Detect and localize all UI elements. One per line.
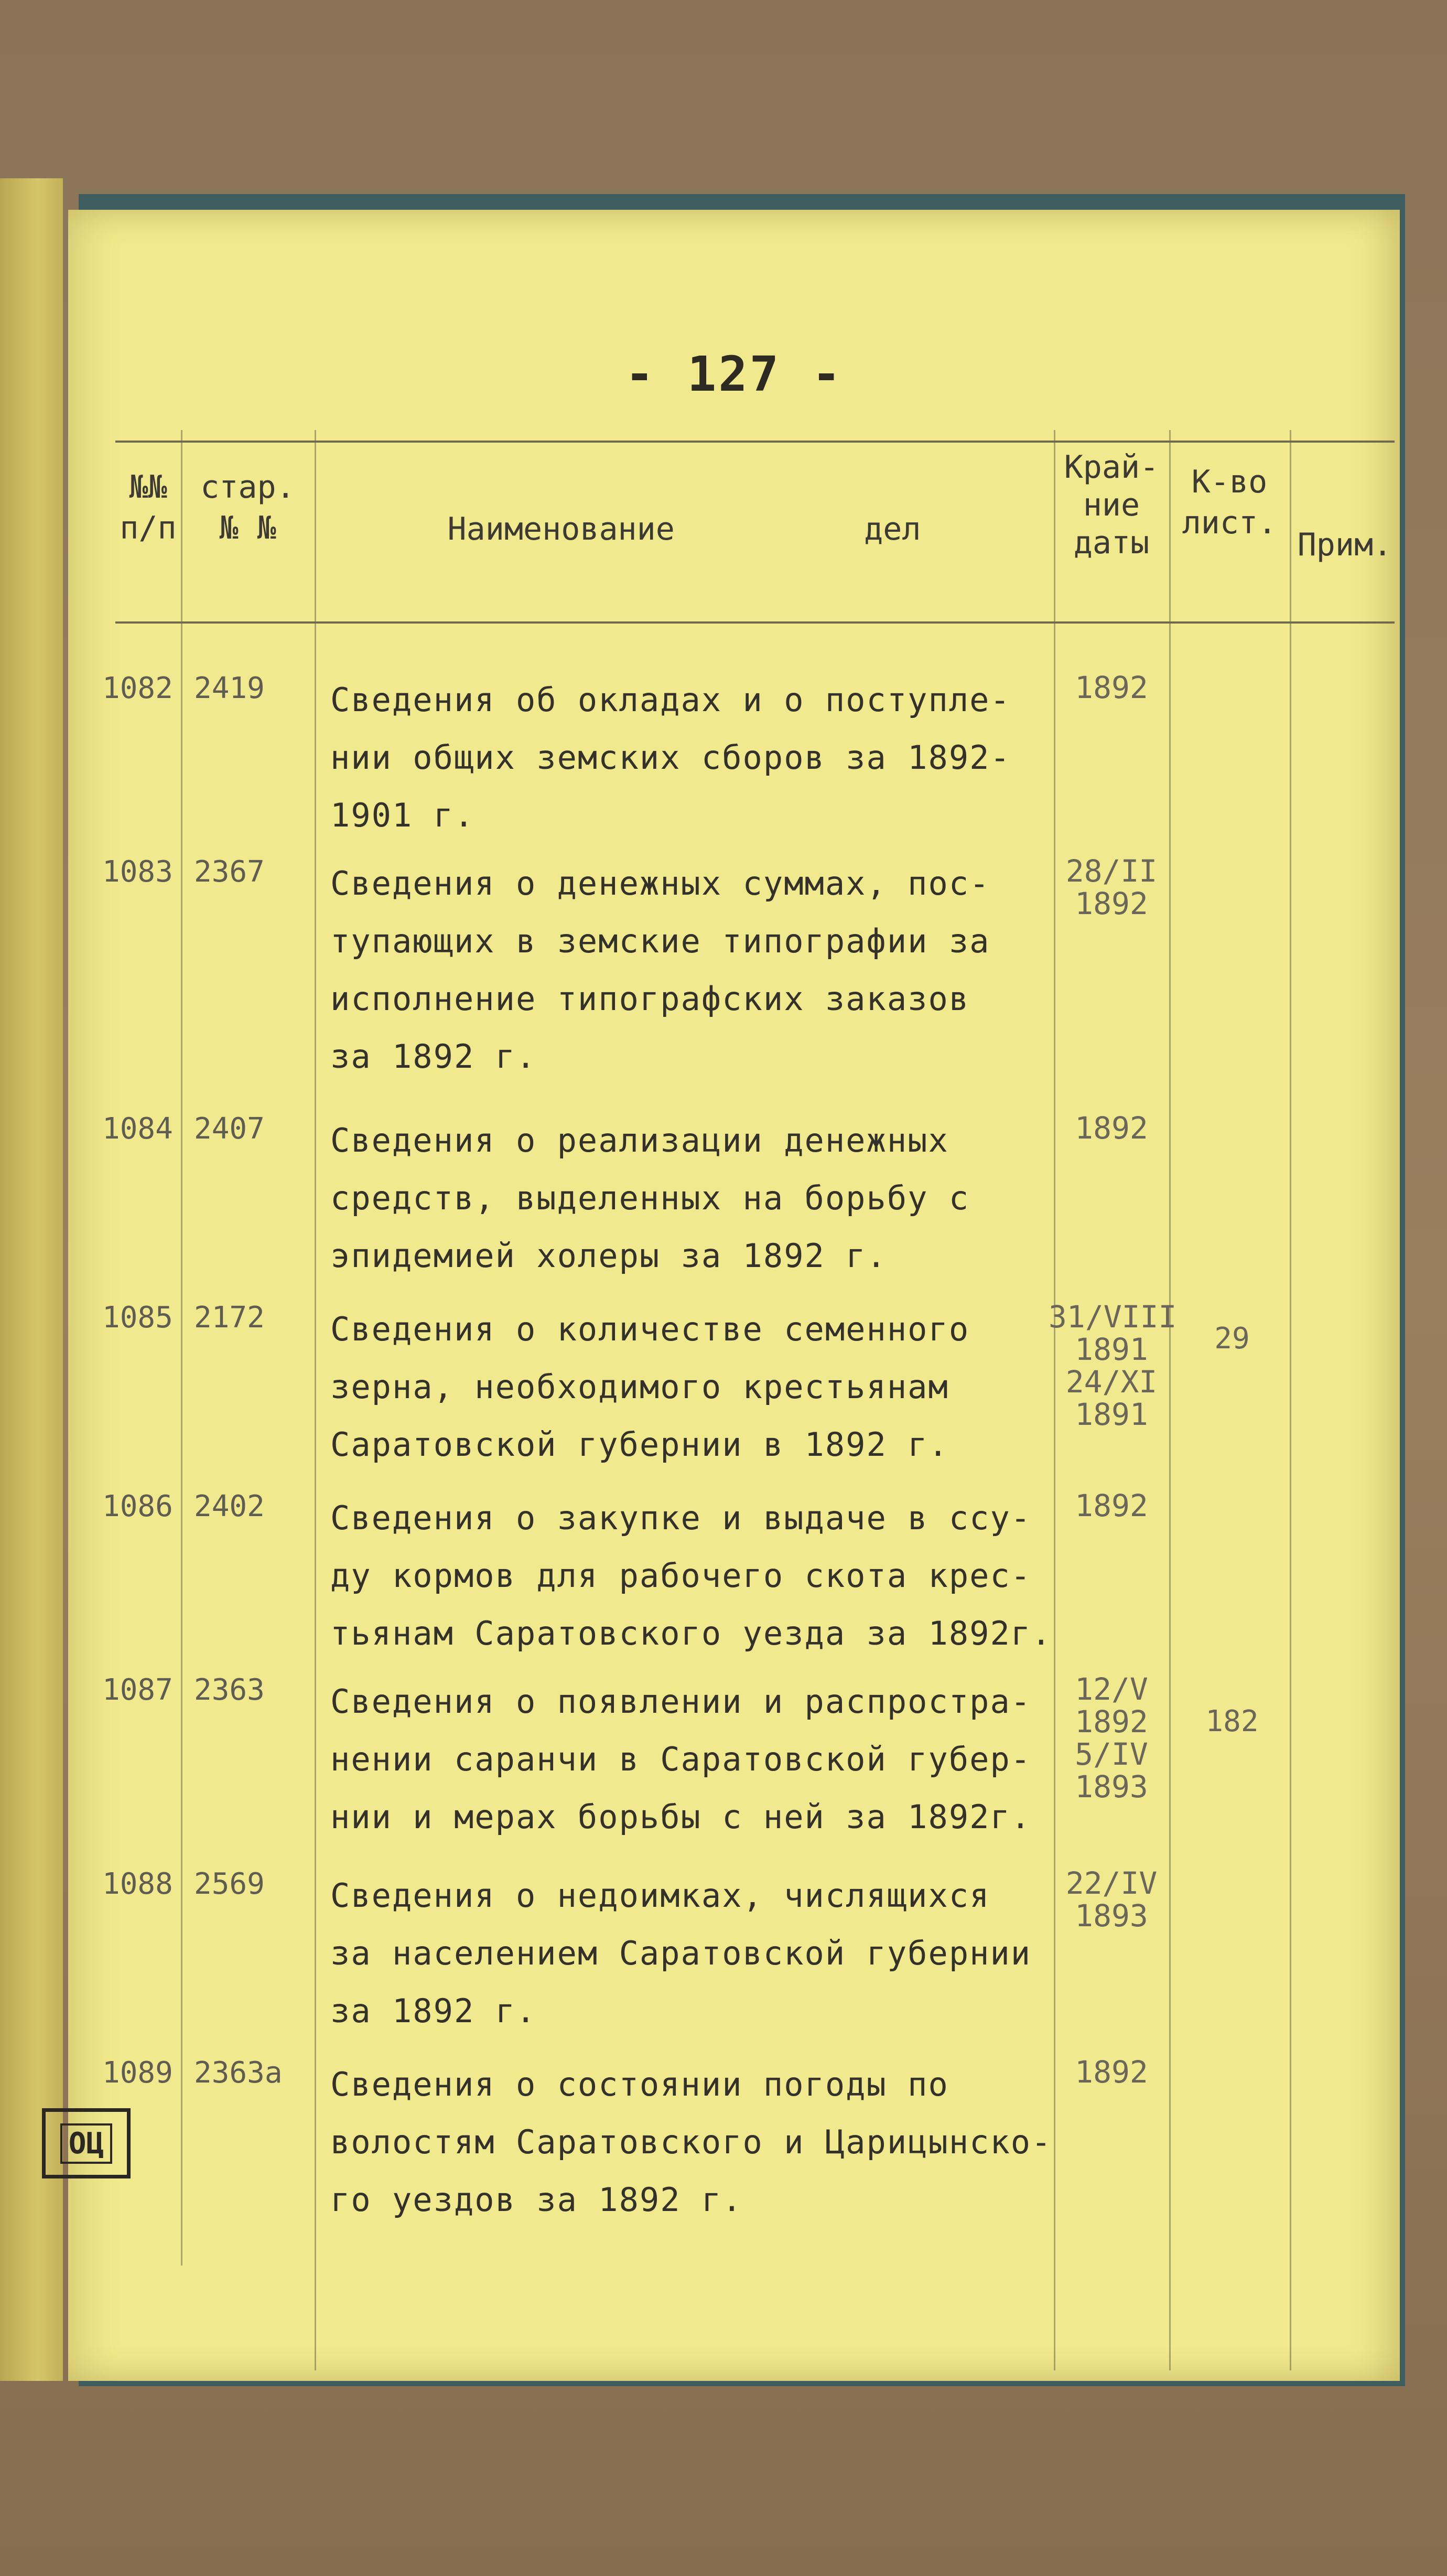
row-title: Сведения о появлении и распростра- нении саранчи в Саратовской губер- нии и мерах борьбы с ней за 1892г. xyxy=(330,1682,1032,1836)
row-dates: 22/IV 1893 xyxy=(1065,1865,1158,1934)
header-old-num: стар. № № xyxy=(200,469,295,546)
row-dates: 12/V 1892 5/IV 1893 xyxy=(1075,1671,1148,1805)
row-title: Сведения о денежных суммах, пос- тупающих в земские типографии за исполнение типографских заказов за 1892 г. xyxy=(330,864,990,1076)
header-num: №№ п/п xyxy=(120,469,177,546)
row-old-num: 2402 xyxy=(194,1489,265,1523)
row-title: Сведения о реализации денежных средств, выделенных на борьбу с эпидемией холеры за 1892 г. xyxy=(330,1121,970,1275)
row-dates: 1892 xyxy=(1075,1110,1148,1146)
row-sheets: 29 xyxy=(1214,1322,1250,1356)
previous-page-edge xyxy=(0,178,63,2381)
row-title: Сведения об окладах и о поступле- нии общих земских сборов за 1892- 1901 г. xyxy=(330,681,1011,834)
row-num: 1082 xyxy=(102,671,173,705)
row-num: 1089 xyxy=(102,2056,173,2090)
archive-stamp xyxy=(42,2108,131,2178)
row-num: 1085 xyxy=(102,1301,173,1335)
column-divider-2 xyxy=(315,430,316,2370)
row-dates: 1892 xyxy=(1075,2054,1148,2090)
row-old-num: 2363а xyxy=(194,2056,283,2090)
stamp-text: ОЦ xyxy=(60,2123,112,2164)
header-dates: Край- ние даты xyxy=(1064,449,1159,561)
row-num: 1083 xyxy=(102,855,173,889)
row-dates: 1892 xyxy=(1075,1488,1148,1523)
row-sheets: 182 xyxy=(1205,1704,1259,1738)
row-old-num: 2569 xyxy=(194,1867,265,1901)
row-dates: 31/VIII 1891 24/XI 1891 xyxy=(1049,1299,1177,1432)
row-dates: 28/II 1892 xyxy=(1065,853,1158,921)
row-old-num: 2419 xyxy=(194,671,265,705)
row-title: Сведения о закупке и выдаче в ссу- ду кормов для рабочего скота крес- тьянам Саратовского уезда за 1892г. xyxy=(330,1499,1052,1652)
header-notes: Прим. xyxy=(1297,527,1392,563)
row-old-num: 2367 xyxy=(194,855,265,889)
header-sheets: К-во лист. xyxy=(1182,464,1277,541)
document-page xyxy=(68,210,1400,2381)
header-title: Наименование дел xyxy=(447,511,921,548)
page-number: - 127 - xyxy=(625,346,843,402)
header-top-rule xyxy=(115,441,1395,443)
row-num: 1088 xyxy=(102,1867,173,1901)
row-num: 1084 xyxy=(102,1112,173,1146)
row-dates: 1892 xyxy=(1075,670,1148,705)
row-num: 1087 xyxy=(102,1673,173,1707)
row-old-num: 2407 xyxy=(194,1112,265,1146)
header-bottom-rule xyxy=(115,621,1395,624)
row-num: 1086 xyxy=(102,1489,173,1523)
row-title: Сведения о недоимках, числящихся за населением Саратовской губернии за 1892 г. xyxy=(330,1876,1032,2030)
row-old-num: 2363 xyxy=(194,1673,265,1707)
row-title: Сведения о состоянии погоды по волостям Саратовского и Царицынско- го уездов за 1892 г. xyxy=(330,2065,1052,2219)
row-title: Сведения о количестве семенного зерна, необходимого крестьянам Саратовской губернии в 1892 г. xyxy=(330,1310,970,1464)
column-divider-5 xyxy=(1290,430,1291,2370)
row-old-num: 2172 xyxy=(194,1301,265,1335)
column-divider-1 xyxy=(181,430,182,2266)
